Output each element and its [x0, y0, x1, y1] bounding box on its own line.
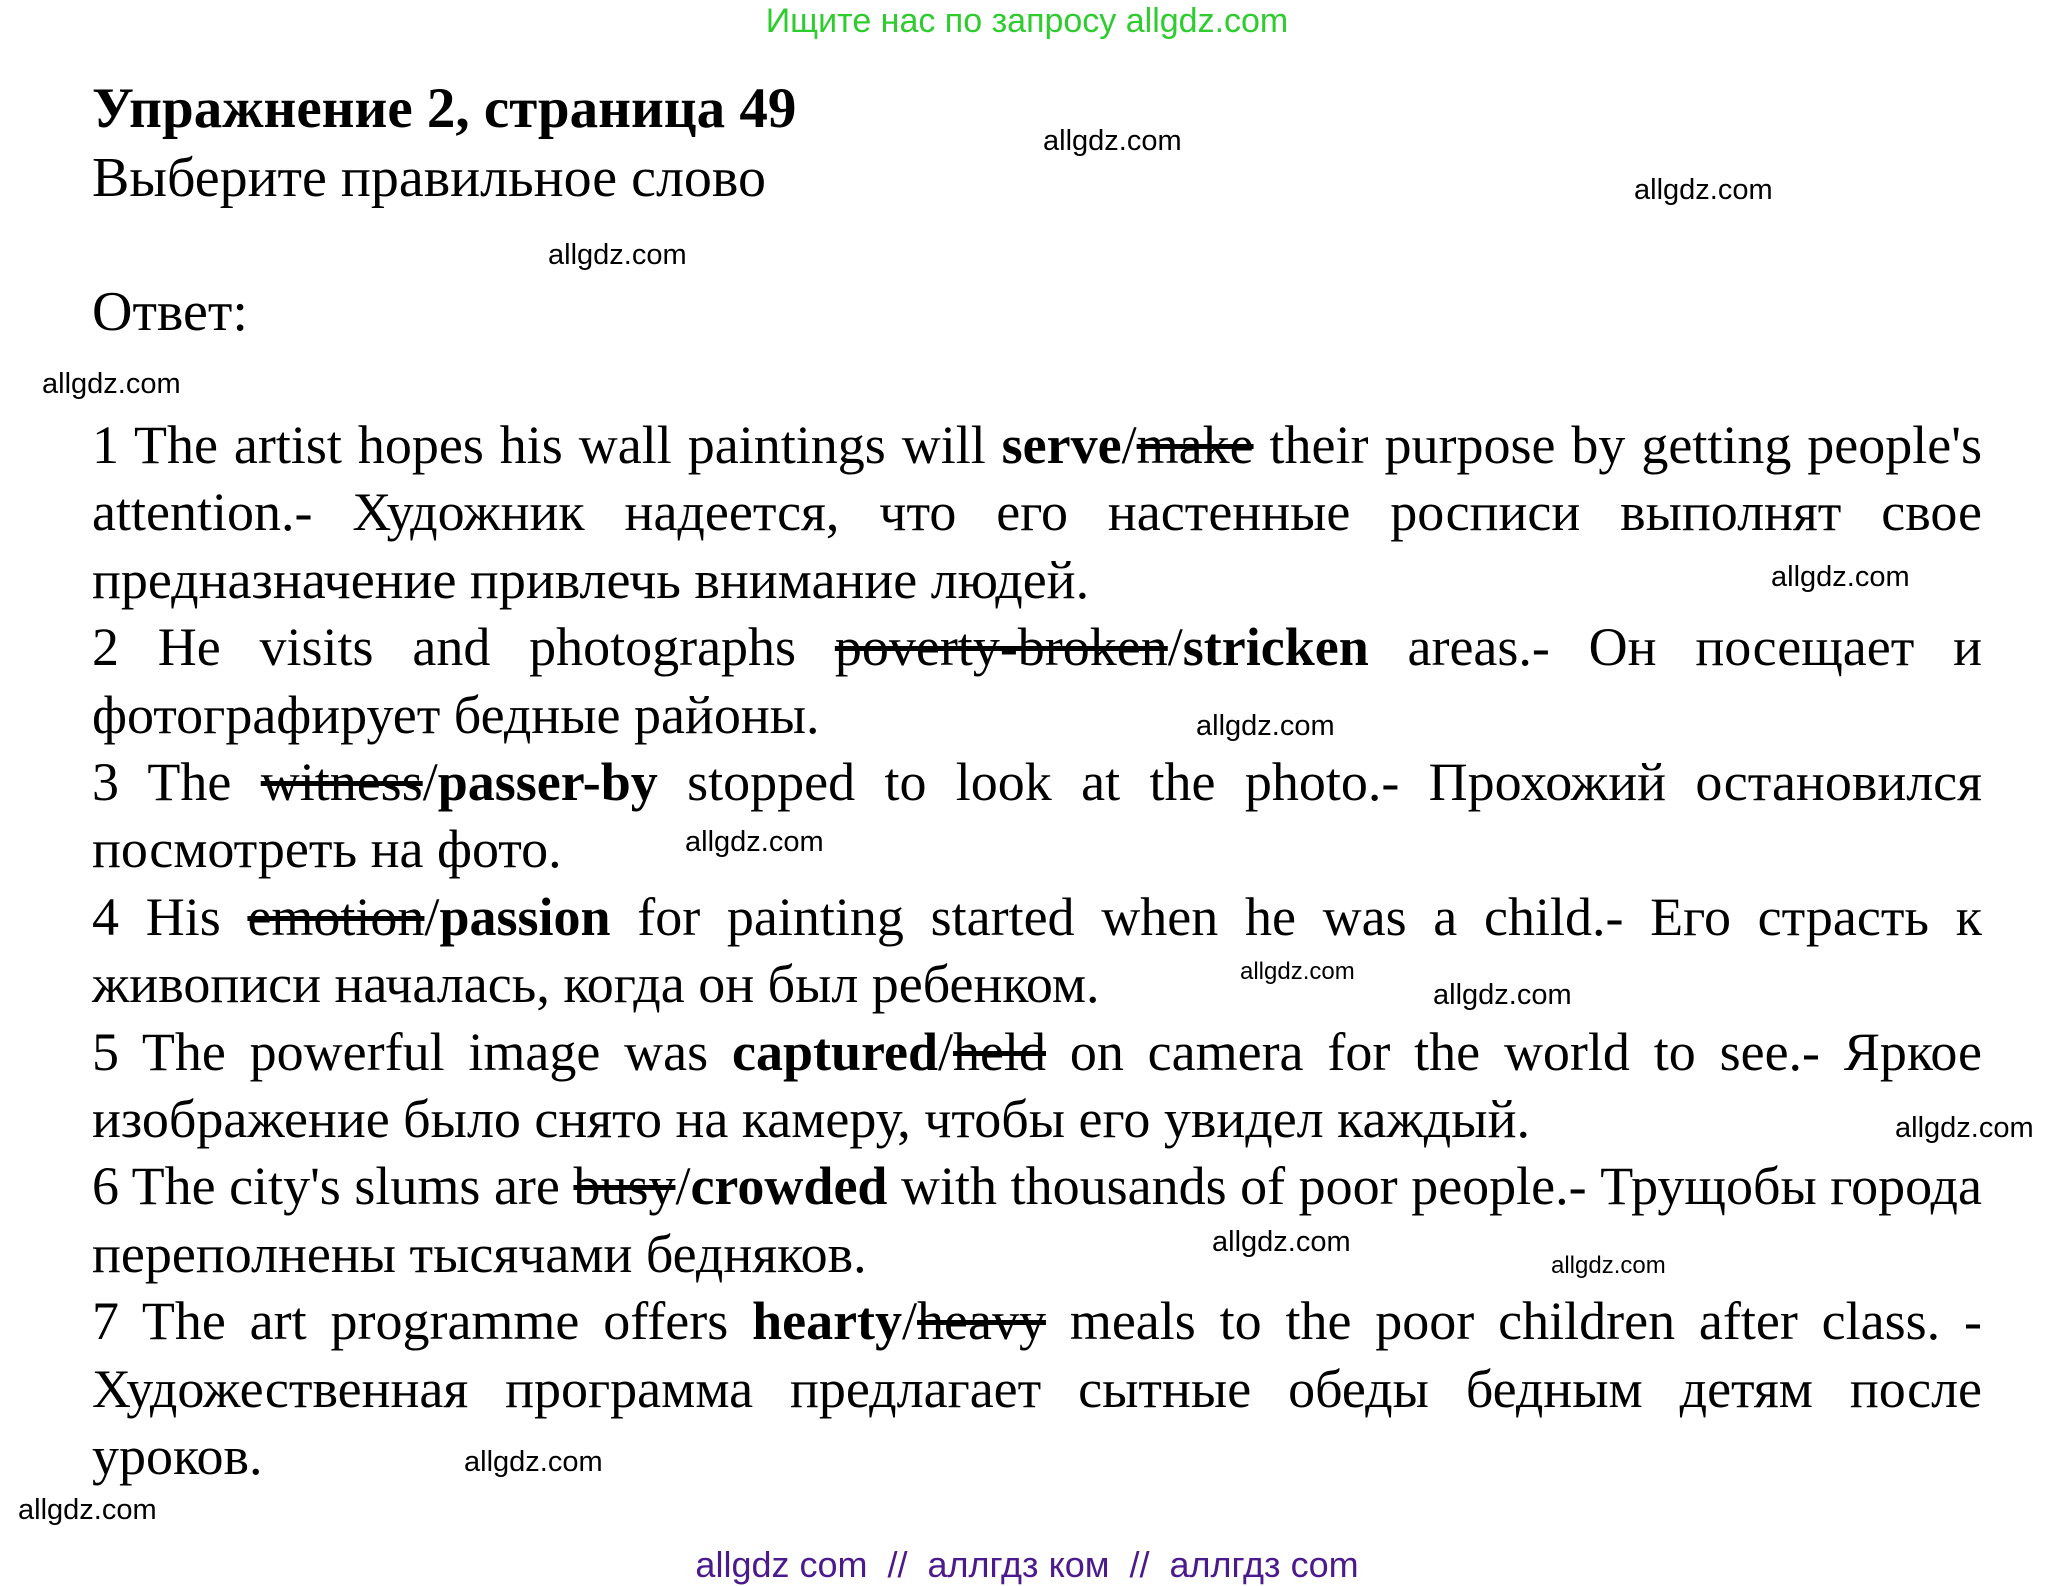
- correct-word: captured: [731, 1021, 938, 1082]
- watermark: allgdz.com: [464, 1446, 603, 1478]
- watermark: allgdz.com: [1240, 958, 1355, 985]
- search-hint-banner: Ищите нас по запросу allgdz.com: [765, 2, 1289, 40]
- exercise-title: Упражнение 2, страница 49: [92, 77, 797, 140]
- answer-label: Ответ:: [92, 281, 248, 343]
- watermark: allgdz.com: [1212, 1226, 1351, 1258]
- answer-text: 7 The art programme offers: [92, 1291, 753, 1352]
- answer-text: 5 The powerful image was: [92, 1021, 732, 1082]
- answer-text: on camera for the world to see.- Яркое изображение было снято на камеру, чтобы его увидел каждый.: [92, 1021, 1982, 1150]
- watermark: allgdz.com: [18, 1494, 157, 1526]
- wrong-word: poverty-broken: [834, 617, 1168, 678]
- correct-word: serve: [1001, 415, 1122, 475]
- wrong-word: heavy: [917, 1291, 1046, 1352]
- site-links-footer[interactable]: allgdz com // аллгдз ком // аллгдз com: [695, 1544, 1359, 1585]
- answer-text: 2 He visits and photographs: [92, 617, 835, 678]
- watermark: allgdz.com: [1634, 174, 1773, 206]
- answer-text: stopped to look at the photo.- Прохожий остановился посмотреть на фото.: [92, 752, 1982, 880]
- answer-text: /: [675, 1156, 691, 1217]
- watermark: allgdz.com: [42, 368, 181, 400]
- answer-text: /: [422, 752, 438, 813]
- answer-item: [92, 1288, 1982, 1490]
- correct-word: crowded: [690, 1156, 888, 1217]
- answer-text: 3 The: [92, 752, 261, 813]
- watermark: allgdz.com: [1043, 125, 1182, 157]
- watermark: allgdz.com: [1196, 710, 1335, 742]
- answer-text: with thousands of poor people.- Трущобы города переполнены тысячами бедняков.: [92, 1156, 1982, 1284]
- correct-word: stricken: [1182, 617, 1369, 678]
- answer-text: 1 The artist hopes his wall paintings will: [92, 415, 1002, 475]
- answer-text: /: [902, 1291, 918, 1352]
- answer-text: /: [938, 1021, 954, 1082]
- wrong-word: held: [953, 1021, 1046, 1082]
- answer-list: [92, 412, 1982, 1491]
- wrong-word: witness: [260, 752, 423, 813]
- watermark: allgdz.com: [685, 826, 824, 858]
- correct-word: passer-by: [437, 752, 658, 813]
- answer-item: [92, 884, 1982, 1019]
- answer-item: [92, 749, 1982, 884]
- exercise-instruction: Выберите правильное слово: [92, 147, 766, 209]
- answer-text: /: [424, 886, 440, 947]
- answer-text: their purpose by getting people's attention.- Художник надеется, что его настенные росписи выполнят свое предназначение привлечь внимание людей.: [92, 415, 1982, 610]
- answer-text: /: [1167, 617, 1183, 678]
- watermark: allgdz.com: [1895, 1112, 2034, 1144]
- answer-text: 4 His: [92, 886, 248, 947]
- watermark: allgdz.com: [1433, 979, 1572, 1011]
- answer-item: [92, 412, 1982, 614]
- answer-text: 6 The city's slums are: [92, 1156, 574, 1217]
- correct-word: passion: [439, 886, 611, 947]
- answer-item: [92, 1019, 1982, 1154]
- answer-text: areas.- Он посещает и фотографирует бедные районы.: [92, 617, 1982, 745]
- answer-item: [92, 1153, 1982, 1288]
- answer-text: /: [1121, 415, 1137, 475]
- watermark: allgdz.com: [548, 239, 687, 271]
- answer-text: for painting started when he was a child.- Его страсть к живописи началась, когда он был ребенком.: [92, 886, 1982, 1015]
- wrong-word: make: [1136, 415, 1254, 475]
- watermark: allgdz.com: [1771, 561, 1910, 593]
- answer-text: meals to the poor children after class. - Художественная программа предлагает сытные обеды бедным детям после уроков.: [92, 1291, 1982, 1487]
- wrong-word: busy: [573, 1156, 676, 1217]
- answer-item: [92, 614, 1982, 749]
- wrong-word: emotion: [247, 886, 425, 947]
- correct-word: hearty: [752, 1291, 903, 1352]
- watermark: allgdz.com: [1551, 1252, 1666, 1279]
